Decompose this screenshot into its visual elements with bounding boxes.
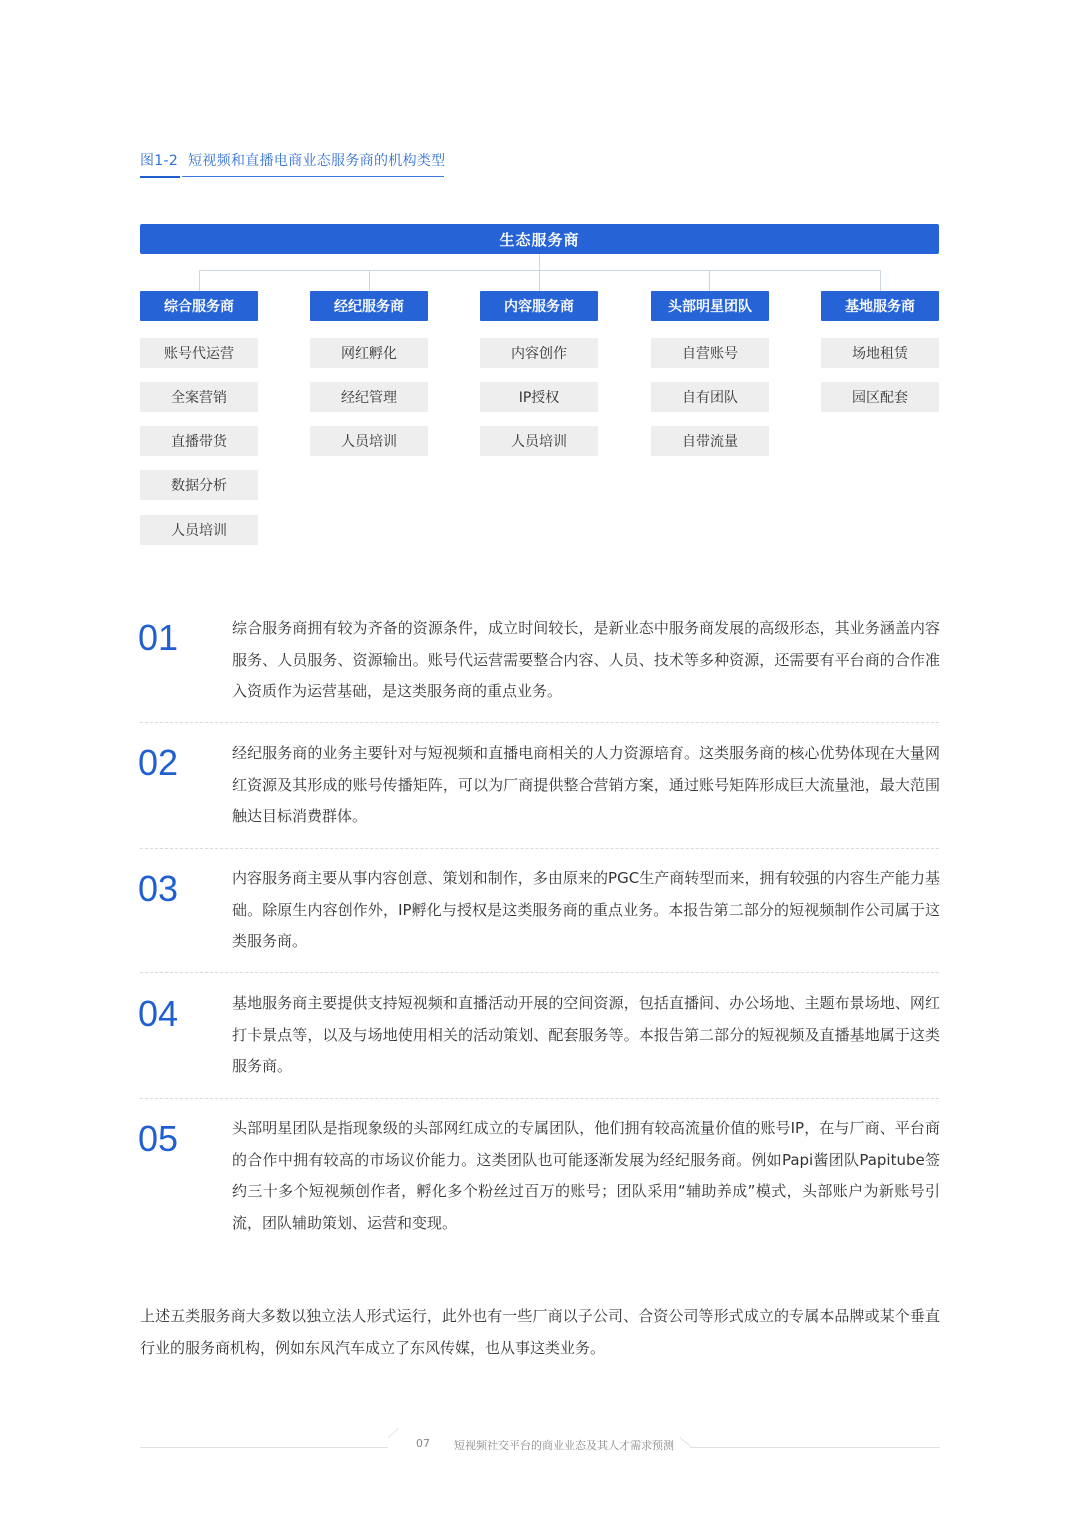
category-item: 园区配套: [821, 382, 939, 412]
footer-title: 短视频社交平台的商业业态及其人才需求预测: [454, 1439, 674, 1452]
item-text: 经纪服务商的业务主要针对与短视频和直播电商相关的人力资源培育。这类服务商的核心优势体现在大量网红资源及其形成的账号传播矩阵，可以为厂商提供整合营销方案，通过账号矩阵形成巨大流量池，最大范围触达目标消费群体。: [232, 744, 940, 825]
category-item: IP授权: [480, 382, 598, 412]
item-number: 03: [138, 868, 179, 909]
category-item: 全案营销: [140, 382, 258, 412]
item-number: 02: [138, 742, 179, 783]
closing-paragraph: 上述五类服务商大多数以独立法人形式运行，此外也有一些厂商以子公司、合资公司等形式成立的专属本品牌或某个垂直行业的服务商机构，例如东风汽车成立了东风传媒，也从事这类业务。: [140, 1307, 940, 1357]
footer-rule-right: [690, 1447, 940, 1448]
category-item: 场地租赁: [821, 338, 939, 368]
item-text: 内容服务商主要从事内容创意、策划和制作，多由原来的PGC生产商转型而来，拥有较强的内容生产能力基础。除原生内容创作外，IP孵化与授权是这类服务商的重点业务。本报告第二部分的短视频制作公司属于这类服务商。: [232, 869, 940, 950]
tree-root-ecosystem-providers: 生态服务商: [140, 224, 939, 254]
page-footer: [400, 1437, 690, 1453]
item-divider: [140, 848, 939, 849]
item-text: 基地服务商主要提供支持短视频和直播活动开展的空间资源，包括直播间、办公场地、主题布景场地、网红打卡景点等，以及与场地使用相关的活动策划、配套服务等。本报告第二部分的短视频及直播基地属于这类服务商。: [232, 994, 940, 1075]
category-agency: 经纪服务商: [310, 291, 428, 321]
category-base: 基地服务商: [821, 291, 939, 321]
item-divider: [140, 1098, 939, 1099]
tree-connector-col-1: [199, 270, 200, 291]
category-star-team: 头部明星团队: [651, 291, 769, 321]
figure-caption: [140, 150, 445, 170]
page-number: 07: [416, 1437, 430, 1450]
category-item: 人员培训: [480, 426, 598, 456]
category-item: 直播带货: [140, 426, 258, 456]
category-comprehensive: 综合服务商: [140, 291, 258, 321]
footer-rule-slope-left: [388, 1428, 399, 1438]
category-item: 人员培训: [310, 426, 428, 456]
category-content: 内容服务商: [480, 291, 598, 321]
caption-underline-accent: [140, 176, 180, 178]
item-text: 综合服务商拥有较为齐备的资源条件，成立时间较长，是新业态中服务商发展的高级形态，其业务涵盖内容服务、人员服务、资源输出。账号代运营需要整合内容、人员、技术等多种资源，还需要有平台商的合作准入资质作为运营基础，是这类服务商的重点业务。: [232, 619, 940, 700]
category-item: 自带流量: [651, 426, 769, 456]
category-item: 自营账号: [651, 338, 769, 368]
category-item: 数据分析: [140, 470, 258, 500]
item-number: 01: [138, 617, 179, 658]
category-item: 内容创作: [480, 338, 598, 368]
category-item: 网红孵化: [310, 338, 428, 368]
tree-connector-vertical: [539, 254, 540, 270]
item-divider: [140, 722, 939, 723]
tree-connector-col-2: [369, 270, 370, 291]
footer-rule-left: [140, 1447, 388, 1448]
caption-underline: [182, 176, 444, 177]
tree-connector-col-4: [709, 270, 710, 291]
category-item: 人员培训: [140, 515, 258, 545]
category-item: 自有团队: [651, 382, 769, 412]
item-text: 头部明星团队是指现象级的头部网红成立的专属团队，他们拥有较高流量价值的账号IP，在与厂商、平台商的合作中拥有较高的市场议价能力。这类团队也可能逐渐发展为经纪服务商。例如Papi酱团队Papitube签约三十多个短视频创作者，孵化多个粉丝过百万的账号；团队采用“辅助养成”模式，头部账户为新账号引流，团队辅助策划、运营和变现。: [232, 1119, 940, 1232]
item-divider: [140, 972, 939, 973]
category-item: 账号代运营: [140, 338, 258, 368]
category-item: 经纪管理: [310, 382, 428, 412]
figure-title: 短视频和直播电商业态服务商的机构类型: [188, 153, 446, 169]
item-number: 05: [138, 1118, 179, 1159]
figure-number: 图1-2: [140, 153, 179, 169]
item-number: 04: [138, 993, 179, 1034]
tree-connector-col-3: [539, 270, 540, 291]
tree-connector-col-5: [880, 270, 881, 291]
